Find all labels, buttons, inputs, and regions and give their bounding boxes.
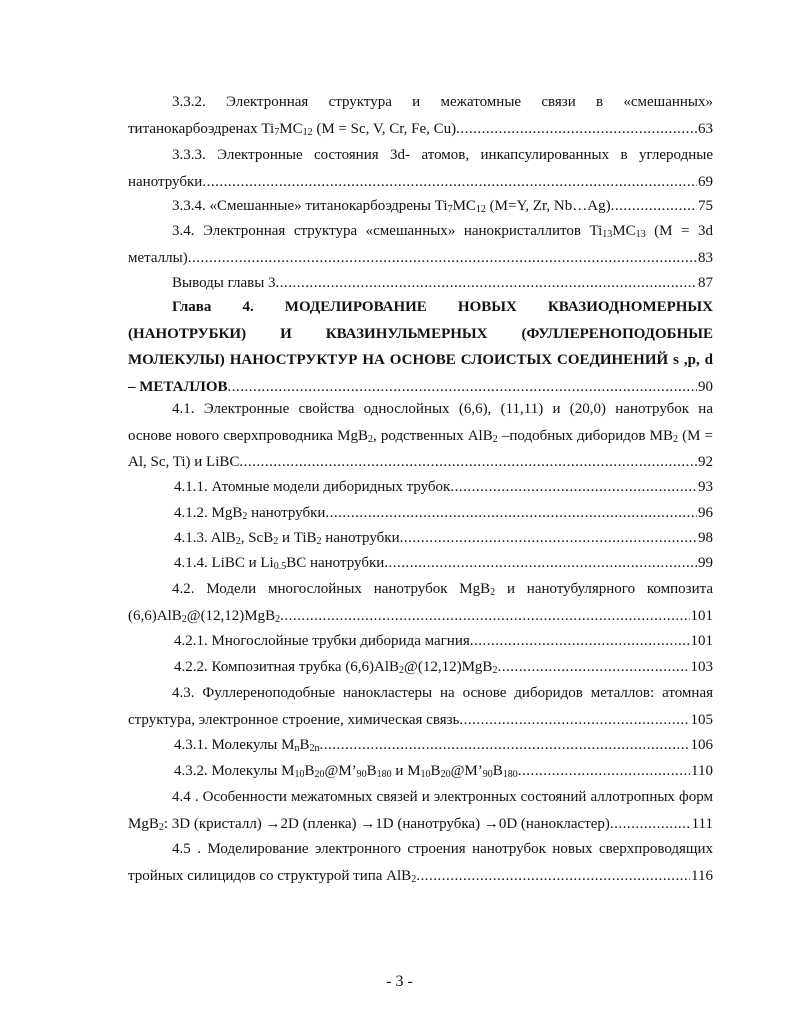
toc-entry-4-1-1[interactable] bbox=[128, 474, 713, 501]
toc-entry-title-line: 3.3.3. Электронные состояния 3d- атомов, инкапсулированных в углеродные bbox=[172, 147, 713, 163]
toc-entry-leader-line: 4.2.2. Композитная трубка (6,6)AlB$_2$@(12,12)MgB$_2$ ..... 103 bbox=[128, 654, 713, 681]
page-number: 116 bbox=[691, 867, 713, 884]
toc-entry-4-2-1[interactable] bbox=[128, 628, 713, 655]
dot-leader bbox=[384, 550, 697, 577]
toc-entry-leader-line: 4.1.1. Атомные модели диборидных трубок ..... 93 bbox=[128, 474, 713, 501]
dot-leader bbox=[450, 474, 697, 501]
dot-leader bbox=[239, 449, 697, 476]
toc-entry-3-3-3[interactable] bbox=[128, 142, 713, 195]
page-number: 101 bbox=[690, 633, 713, 649]
toc-entry-3-3-2[interactable] bbox=[128, 89, 713, 142]
dot-leader bbox=[459, 707, 689, 734]
page-number: 110 bbox=[691, 763, 713, 779]
toc-entry-leader-line: 4.2.1. Многослойные трубки диборида магния ..... 101 bbox=[128, 628, 713, 655]
toc-entry-title-line: 3.3.2. Электронная структура и межатомные связи в «смешанных» bbox=[172, 94, 713, 110]
dot-leader bbox=[611, 193, 697, 220]
toc-entry-4-2[interactable] bbox=[128, 576, 713, 629]
dot-leader bbox=[470, 628, 690, 655]
dot-leader bbox=[188, 245, 697, 272]
toc-entry-leader-line: Выводы главы 3 ..... 87 bbox=[128, 270, 713, 297]
page-number: 99 bbox=[698, 555, 713, 571]
toc-entry-leader-line: нанотрубки ..... 69 bbox=[128, 169, 713, 196]
page-number: 83 bbox=[698, 249, 713, 266]
dot-leader bbox=[610, 811, 691, 838]
chapter-title-line: (НАНОТРУБКИ) И КВАЗИНУЛЬМЕРНЫХ (ФУЛЛЕРЕНОПОДОБНЫЕ bbox=[128, 325, 713, 342]
page-footer-number: - 3 - bbox=[386, 973, 413, 990]
dot-leader bbox=[202, 169, 697, 196]
page-number: 105 bbox=[690, 711, 713, 728]
toc-entry-title-line: 3.4. Электронная структура «смешанных» нанокристаллитов $Ti_{13}MC_{13}$ (M = 3d bbox=[172, 223, 713, 240]
toc-entry-chapter-4[interactable] bbox=[128, 294, 713, 400]
page-number: 98 bbox=[698, 530, 713, 546]
toc-entry-conclusions-3[interactable] bbox=[128, 270, 713, 297]
dot-leader bbox=[518, 758, 690, 785]
toc-entry-4-1[interactable] bbox=[128, 396, 713, 476]
toc-entry-leader-line: 4.1.4. LiBC и $Li_{0.5}BC$ нанотрубки ..... 99 bbox=[128, 550, 713, 577]
toc-entry-leader-line: структура, электронное строение, химическая связь ..... 105 bbox=[128, 707, 713, 734]
chapter-title-line: Глава 4. МОДЕЛИРОВАНИЕ НОВЫХ КВАЗИОДНОМЕРНЫХ bbox=[172, 299, 713, 315]
toc-entry-4-3[interactable] bbox=[128, 680, 713, 733]
toc-entry-4-1-4[interactable] bbox=[128, 550, 713, 577]
page-number: 87 bbox=[698, 275, 713, 291]
dot-leader bbox=[400, 525, 697, 552]
page-number: 103 bbox=[690, 659, 713, 675]
page-number: 111 bbox=[691, 815, 713, 832]
page-number: 96 bbox=[698, 505, 713, 521]
toc-entry-leader-line: (6,6)AlB$_2$@(12,12)MgB$_2$ ..... 101 bbox=[128, 603, 713, 630]
toc-entry-4-1-2[interactable] bbox=[128, 500, 713, 527]
toc-entry-leader-line: металлы) ..... 83 bbox=[128, 245, 713, 272]
page-number: 69 bbox=[698, 173, 713, 190]
toc-entry-title-line: 4.3. Фуллереноподобные нанокластеры на основе диборидов металлов: атомная bbox=[172, 685, 713, 701]
toc-entry-3-3-4[interactable] bbox=[128, 193, 713, 220]
dot-leader bbox=[497, 654, 689, 681]
toc-entry-leader-line: 3.3.4. «Смешанные» титанокарбоэдрены $Ti_7MC_{12}$ (M=Y, Zr, Nb…Ag) ..... 75 bbox=[128, 193, 713, 220]
toc-entry-title-line: основе нового сверхпроводника MgB$_2$, родственных AlB$_2$ –подобных диборидов $MB_2$ (M = bbox=[128, 427, 713, 445]
page-number: 75 bbox=[698, 198, 713, 214]
dot-leader bbox=[320, 732, 690, 759]
toc-entry-leader-line: Al, Sc, Ti) и LiBC ..... 92 bbox=[128, 449, 713, 476]
page-number: 93 bbox=[698, 479, 713, 495]
toc-entry-4-4[interactable] bbox=[128, 784, 713, 837]
toc-entry-leader-line: MgB$_2$: 3D (кристалл) →2D (пленка) →1D (нанотрубка) →0D (нанокластер) ..... 111 bbox=[128, 811, 713, 838]
page-number: 101 bbox=[690, 607, 713, 624]
toc-entry-4-3-2[interactable] bbox=[128, 758, 713, 785]
toc-entry-4-2-2[interactable] bbox=[128, 654, 713, 681]
toc-entry-leader-line: тройных силицидов со структурой типа AlB$_2$ ..... 116 bbox=[128, 863, 713, 890]
dot-leader bbox=[416, 863, 690, 890]
page-number: 92 bbox=[698, 454, 713, 470]
page-number: 90 bbox=[698, 378, 713, 395]
toc-entry-title-line: 4.4 . Особенности межатомных связей и электронных состояний аллотропных форм bbox=[172, 789, 713, 805]
dot-leader bbox=[280, 603, 689, 630]
toc-entry-4-1-3[interactable] bbox=[128, 525, 713, 552]
toc-entry-title-line: 4.5 . Моделирование электронного строения нанотрубок новых сверхпроводящих bbox=[172, 841, 713, 857]
toc-entry-title-line: 4.1. Электронные свойства однослойных (6,6), (11,11) и (20,0) нанотрубок на bbox=[172, 401, 713, 417]
dot-leader bbox=[325, 500, 697, 527]
toc-entry-leader-line: 4.1.2. MgB$_2$ нанотрубки ..... 96 bbox=[128, 500, 713, 527]
toc-entry-leader-line: – МЕТАЛЛОВ ..... 90 bbox=[128, 374, 713, 401]
chapter-title-line: МОЛЕКУЛЫ) НАНОСТРУКТУР НА ОСНОВЕ СЛОИСТЫХ СОЕДИНЕНИЙ s ,p, d bbox=[128, 352, 713, 368]
dot-leader bbox=[456, 116, 697, 143]
dot-leader bbox=[276, 270, 697, 297]
toc-entry-title-line: 4.2. Модели многослойных нанотрубок MgB$_2$ и нанотубулярного композита bbox=[172, 581, 713, 598]
toc-entry-leader-line: титанокарбоэдренах $Ti_7MC_{12}$ (M = Sc, V, Cr, Fe, Cu) ..... 63 bbox=[128, 116, 713, 143]
toc-entry-3-4[interactable] bbox=[128, 218, 713, 271]
toc-entry-4-5[interactable] bbox=[128, 836, 713, 889]
page-number: 63 bbox=[698, 120, 713, 137]
toc-entry-leader-line: 4.1.3. AlB$_2$, ScB$_2$ и TiB$_2$ нанотрубки ..... 98 bbox=[128, 525, 713, 552]
toc-entry-leader-line: 4.3.2. Молекулы $M_{10}B_{20}@M’_{90}B_{180}$ и $M_{10}B_{20}@M’_{90}B_{180}$ ..... 110 bbox=[128, 758, 713, 785]
toc-entry-4-3-1[interactable] bbox=[128, 732, 713, 759]
page-number: 106 bbox=[690, 737, 713, 753]
toc-entry-leader-line: 4.3.1. Молекулы $M_nB_{2n}$ ..... 106 bbox=[128, 732, 713, 759]
